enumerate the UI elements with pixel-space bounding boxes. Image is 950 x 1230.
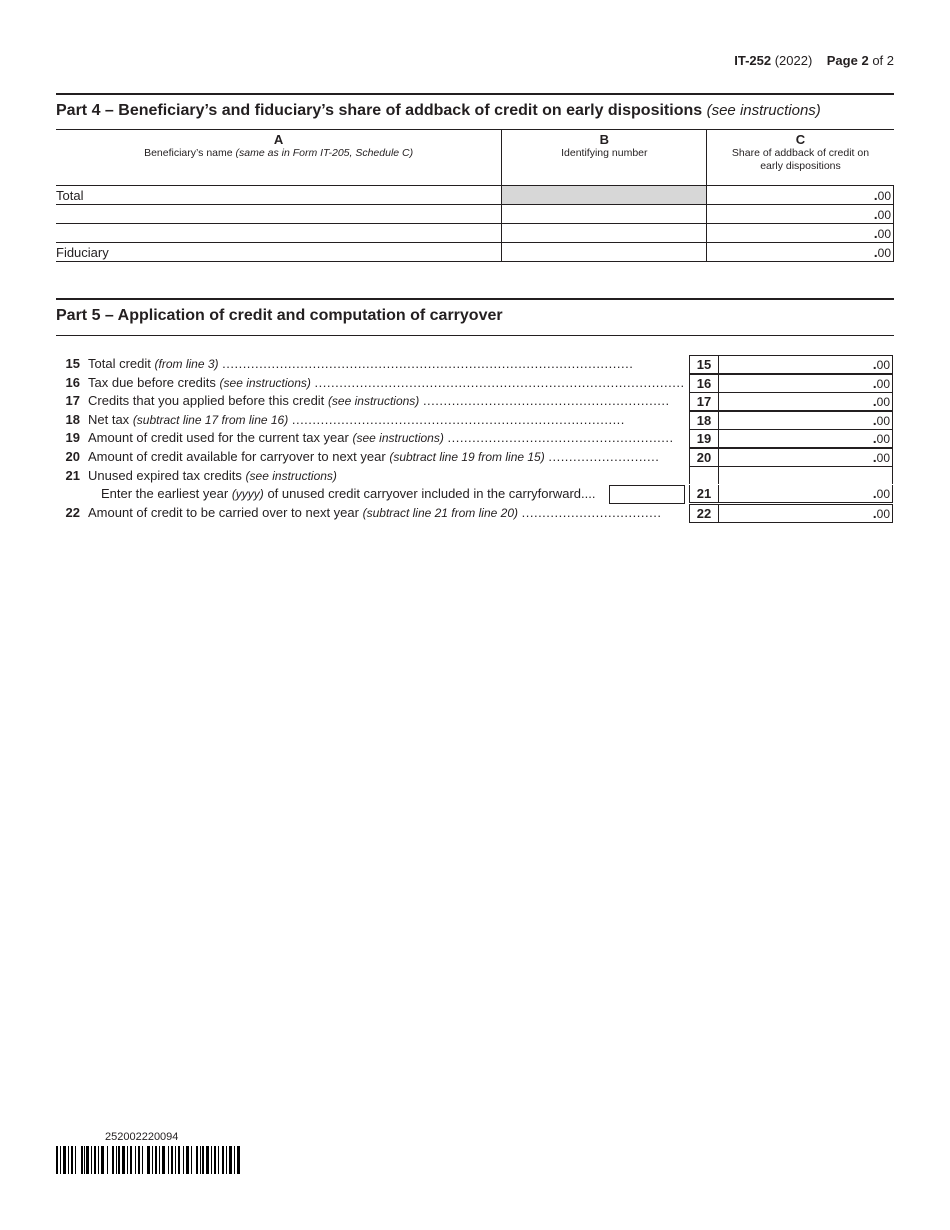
total-identifying-number-shaded	[502, 186, 707, 205]
line-17	[56, 392, 894, 410]
line-label	[88, 411, 688, 429]
cents: 00	[876, 358, 890, 372]
dot-leader: ..................................	[521, 505, 662, 520]
part5-top-rule	[56, 298, 894, 300]
line-16-amount-field[interactable]	[718, 374, 893, 393]
page-number: 2	[861, 53, 869, 68]
part4-title-text: Part 4 – Beneficiary’s and fiduciary’s share of addback of credit on early dispositions	[56, 102, 703, 119]
line-note: (subtract line 17 from line 16)	[132, 413, 289, 427]
beneficiary-addback-amount-field[interactable]	[707, 205, 894, 224]
dot-leader: ...........................	[548, 449, 660, 464]
part4-title	[56, 102, 821, 120]
column-a-letter: A	[273, 132, 284, 147]
page-label: Page	[826, 53, 858, 68]
line-15-amount-field[interactable]	[718, 355, 893, 374]
decimal-point: .	[873, 244, 878, 260]
cents: 00	[877, 189, 891, 203]
line-number-box: 20	[689, 448, 719, 467]
dot-leader: ............................................................	[422, 393, 670, 408]
line-21	[56, 485, 894, 503]
decimal-point: .	[872, 430, 877, 446]
line-number: 18	[65, 412, 80, 427]
decimal-point: .	[872, 393, 877, 409]
form-code: IT-252	[734, 53, 772, 68]
line-number-box: 18	[689, 411, 719, 430]
line-label-text: Amount of credit available for carryover to next year	[88, 449, 386, 464]
line-label	[88, 355, 688, 373]
line-number-box: 17	[689, 392, 719, 411]
decimal-point: .	[872, 375, 877, 391]
line-22-amount-field[interactable]	[718, 504, 893, 523]
cents: 00	[876, 414, 890, 428]
line-22	[56, 504, 894, 522]
line-number: 19	[65, 430, 80, 445]
line-note: (subtract line 19 from line 15)	[389, 450, 545, 464]
line-21-amount-field[interactable]	[718, 485, 893, 503]
earliest-year-field[interactable]	[609, 485, 685, 504]
line-label	[88, 448, 688, 466]
line-label	[88, 429, 688, 447]
line-18	[56, 411, 894, 429]
line-note: (subtract line 21 from line 20)	[362, 506, 518, 520]
line-note: (see instructions)	[352, 431, 444, 445]
dot-leader: .......................................................	[447, 430, 674, 445]
line-label-text: Unused expired tax credits	[88, 468, 242, 483]
decimal-point: .	[873, 206, 878, 222]
line-note: (see instructions)	[327, 394, 420, 408]
beneficiary-row	[56, 224, 894, 243]
line-15	[56, 355, 894, 373]
line-18-amount-field[interactable]	[718, 411, 893, 430]
cents: 00	[877, 227, 891, 241]
beneficiary-name-field[interactable]	[56, 205, 502, 224]
line-note: (see instructions)	[245, 469, 337, 483]
line-label-text: Enter the earliest year	[101, 486, 229, 501]
line-label-text: Total credit	[88, 356, 151, 371]
line-label-text: Net tax	[88, 412, 130, 427]
line-number: 15	[65, 356, 80, 371]
dot-leader: ..........................................................................................	[314, 375, 685, 390]
column-a-label	[56, 147, 501, 160]
column-c-header	[707, 130, 894, 186]
column-c-letter: C	[795, 132, 806, 147]
barcode-icon	[56, 1146, 240, 1174]
column-a-label-text: Beneficiary’s name	[144, 147, 233, 159]
line-label	[88, 467, 688, 485]
fiduciary-row	[56, 243, 894, 262]
line-19-amount-field[interactable]	[718, 429, 893, 448]
line-21-amount-column	[717, 467, 893, 484]
line-label-text: Amount of credit used for the current tax year	[88, 430, 349, 445]
column-b-letter: B	[599, 132, 610, 147]
line-note: (from line 3)	[154, 357, 219, 371]
fiduciary-label: Fiduciary	[56, 243, 502, 262]
line-note: (yyyy)	[231, 487, 264, 501]
dot-leader: .................................................................................	[291, 412, 625, 427]
line-number: 22	[65, 505, 80, 520]
form-page-header	[734, 53, 894, 68]
line-20-amount-field[interactable]	[718, 448, 893, 467]
cents: 00	[876, 432, 890, 446]
cents: 00	[876, 487, 890, 501]
line-number: 21	[65, 468, 80, 483]
line-number: 16	[65, 375, 80, 390]
line-20	[56, 448, 894, 466]
line-label	[101, 485, 621, 503]
cents: 00	[877, 246, 891, 260]
dot-leader: ....................................................................................................	[222, 356, 634, 371]
cents: 00	[876, 507, 890, 521]
line-label	[88, 504, 688, 522]
decimal-point: .	[872, 356, 877, 372]
line-label	[88, 392, 688, 410]
beneficiary-row	[56, 205, 894, 224]
line-label-text-2: of unused credit carryover included in the carryforward....	[267, 486, 596, 501]
decimal-point: .	[873, 187, 878, 203]
part4-table	[56, 130, 894, 262]
barcode-number: 252002220094	[105, 1131, 179, 1143]
beneficiary-name-field[interactable]	[56, 224, 502, 243]
line-note: (see instructions)	[219, 376, 311, 390]
fiduciary-identifying-number-field[interactable]	[502, 243, 707, 262]
total-addback-amount-field[interactable]	[707, 186, 894, 205]
decimal-point: .	[872, 485, 877, 501]
part4-title-note: (see instructions)	[706, 102, 821, 119]
fiduciary-addback-amount-field[interactable]	[707, 243, 894, 262]
line-label-text: Credits that you applied before this credit	[88, 393, 325, 408]
decimal-point: .	[872, 449, 877, 465]
line-17-amount-field[interactable]	[718, 392, 893, 411]
line-19	[56, 429, 894, 447]
cents: 00	[877, 208, 891, 222]
column-b-header	[502, 130, 707, 186]
form-year: (2022)	[774, 53, 813, 68]
column-a-note: (same as in Form IT-205, Schedule C)	[235, 147, 414, 159]
column-b-label: Identifying number	[561, 147, 648, 159]
line-number-box: 16	[689, 374, 719, 393]
cents: 00	[876, 451, 890, 465]
beneficiary-identifying-number-field[interactable]	[502, 224, 707, 243]
line-21-box-column	[689, 467, 719, 484]
line-number: 17	[65, 393, 80, 408]
column-c-label: Share of addback of credit on early dispositions	[731, 147, 870, 172]
line-number-box: 19	[689, 429, 719, 448]
line-label-text: Amount of credit to be carried over to next year	[88, 505, 359, 520]
decimal-point: .	[873, 225, 878, 241]
beneficiary-identifying-number-field[interactable]	[502, 205, 707, 224]
part5-bottom-rule	[56, 335, 894, 336]
part4-top-rule	[56, 93, 894, 95]
total-row	[56, 186, 894, 205]
line-label-text: Tax due before credits	[88, 375, 216, 390]
total-label: Total	[56, 186, 502, 205]
column-a-header	[56, 130, 502, 186]
line-number-box: 15	[689, 355, 719, 374]
cents: 00	[876, 395, 890, 409]
line-number-box: 22	[689, 504, 719, 523]
line-16	[56, 374, 894, 392]
line-number-box: 21	[689, 485, 719, 503]
cents: 00	[876, 377, 890, 391]
part4-header-row	[56, 130, 894, 186]
part5-title: Part 5 – Application of credit and computation of carryover	[56, 307, 503, 324]
beneficiary-addback-amount-field[interactable]	[707, 224, 894, 243]
page-of: of 2	[872, 53, 894, 68]
line-label	[88, 374, 688, 392]
decimal-point: .	[872, 505, 877, 521]
line-number: 20	[65, 449, 80, 464]
decimal-point: .	[872, 412, 877, 428]
